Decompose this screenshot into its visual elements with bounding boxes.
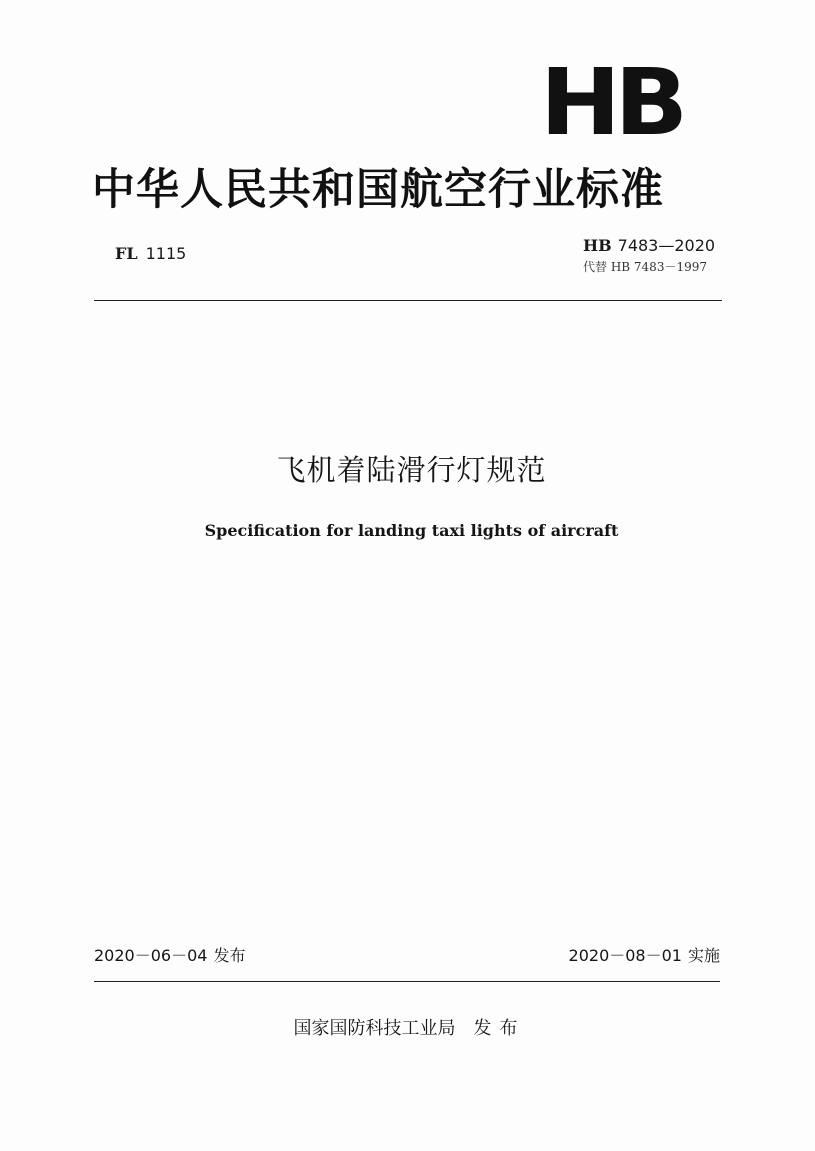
hb-logo: HB: [540, 49, 682, 156]
classification-label: FL: [115, 244, 138, 263]
document-title-chinese: 飞机着陆滑行灯规范: [276, 453, 547, 487]
issue-date-line: [94, 945, 245, 967]
bottom-divider: [94, 981, 720, 982]
classification-number: 1115: [145, 244, 187, 263]
issuer-name: 国家国防科技工业局: [293, 1018, 456, 1039]
standard-prefix: HB: [583, 236, 612, 255]
standard-number-block: [583, 236, 715, 278]
issue-label: 发布: [213, 946, 246, 965]
document-title-english: Specification for landing taxi lights of aircraft: [204, 521, 619, 540]
issuer-action: 发布: [473, 1018, 526, 1039]
top-divider: [94, 300, 722, 301]
implementation-date: 2020－08－01: [568, 946, 682, 965]
classification-code: [115, 244, 186, 263]
issuing-authority: [0, 1016, 815, 1042]
replaces-standard: 代替 HB 7483－1997: [583, 260, 707, 274]
standard-number: [583, 236, 715, 256]
standard-code: 7483—2020: [617, 236, 716, 255]
issue-date: 2020－06－04: [94, 946, 208, 965]
implementation-date-line: [569, 945, 720, 967]
implementation-label: 实施: [687, 946, 720, 965]
organization-title: 中华人民共和国航空行业标准: [92, 165, 664, 215]
